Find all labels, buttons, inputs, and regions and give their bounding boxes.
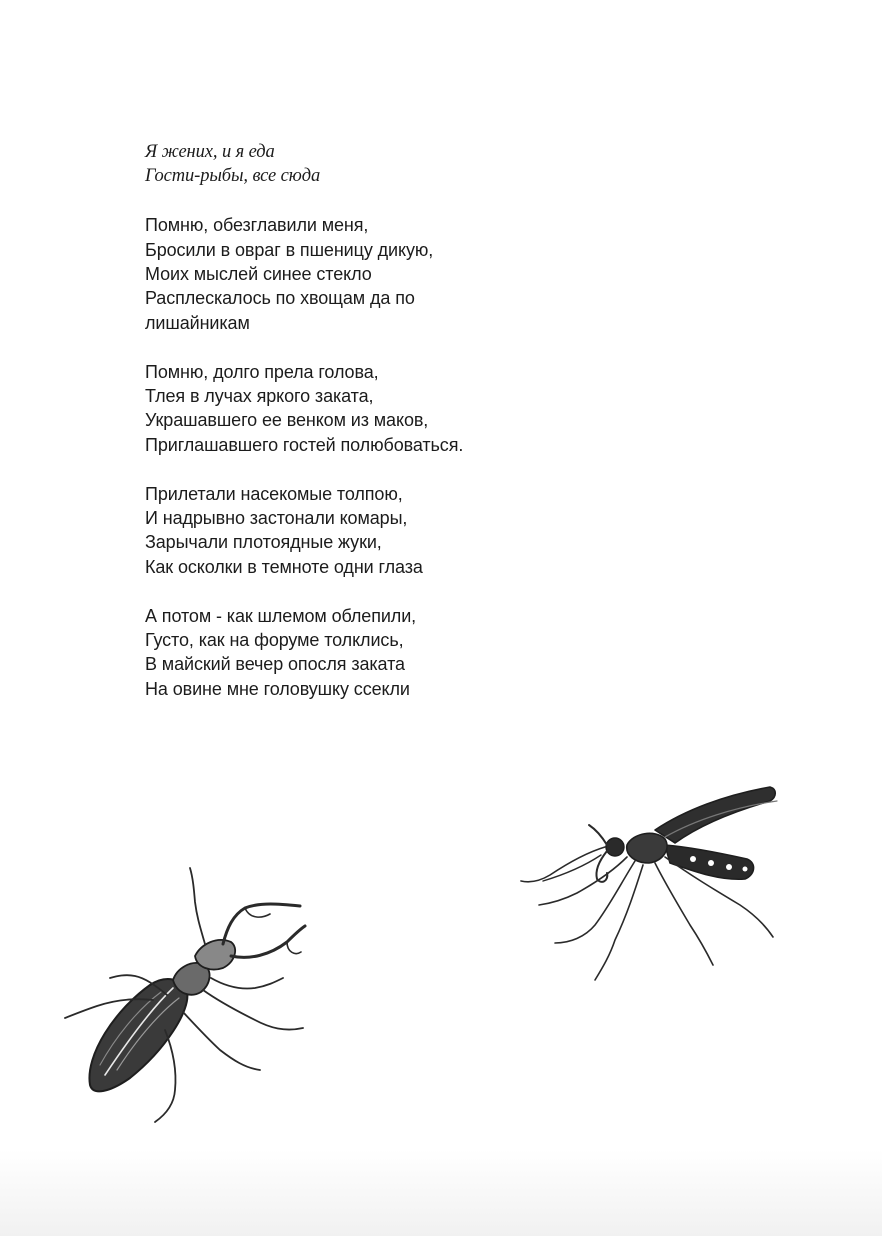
epigraph-line: Я жених, и я еда xyxy=(145,142,275,162)
poem-line: И надрывно застонали комары, xyxy=(145,508,408,529)
poem-line: Тлея в лучах яркого заката, xyxy=(145,386,374,407)
poem-line: На овине мне головушку ссекли xyxy=(145,678,410,699)
poem-line: Помню, долго прела голова, xyxy=(145,361,379,382)
poem-line: Помню, обезглавили меня, xyxy=(145,215,369,236)
poem-line: лишайникам xyxy=(145,312,250,333)
poem-line: В майский вечер опосля заката xyxy=(145,654,405,675)
poem-line: Как осколки в темноте одни глаза xyxy=(145,556,423,577)
stag-beetle-illustration xyxy=(55,860,325,1130)
poem-line: Густо, как на форуме толклись, xyxy=(145,630,404,651)
epigraph xyxy=(145,140,745,189)
poem-line: А потом - как шлемом облепили, xyxy=(145,605,417,626)
poem-line: Приглашавшего гостей полюбоваться. xyxy=(145,434,464,455)
stanza-4 xyxy=(145,604,745,702)
poem-line: Моих мыслей синее стекло xyxy=(145,264,372,285)
poem xyxy=(145,140,745,726)
poem-line: Бросили в овраг в пшеницу дикую, xyxy=(145,239,434,260)
poem-line: Украшавшего ее венком из маков, xyxy=(145,410,429,431)
epigraph-line: Гости-рыбы, все сюда xyxy=(145,166,321,187)
stanza-3 xyxy=(145,482,745,580)
poem-line: Прилетали насекомые толпою, xyxy=(145,483,403,504)
mosquito-illustration xyxy=(515,775,790,990)
stanza-2 xyxy=(145,360,745,458)
poem-line: Расплескалось по хвощам да по xyxy=(145,288,415,309)
poem-line: Зарычали плотоядные жуки, xyxy=(145,532,382,553)
stanza-1 xyxy=(145,213,745,335)
